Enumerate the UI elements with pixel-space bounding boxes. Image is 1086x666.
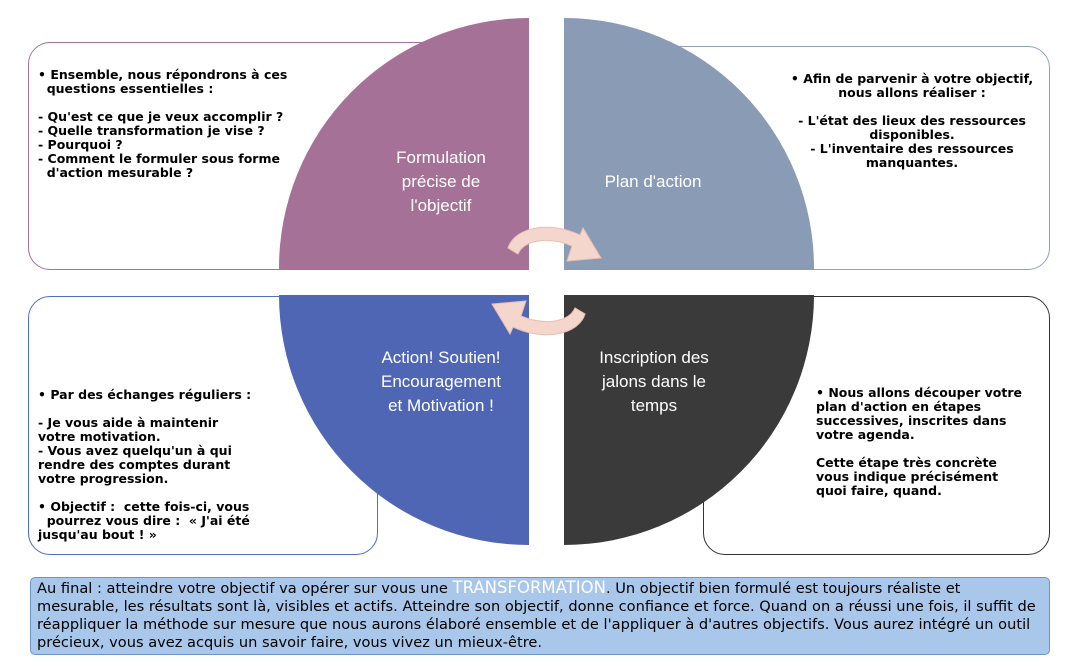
action-label-line: Encouragement xyxy=(380,372,502,391)
formulation-label-line: l'objectif xyxy=(410,196,472,215)
plan-item: - L'état des lieux des ressources xyxy=(798,113,1026,128)
formulation-item: - Pourquoi ? xyxy=(38,137,123,152)
formulation-item: - Quelle transformation je vise ? xyxy=(38,123,265,138)
conclusion-banner xyxy=(30,577,1050,655)
action-objective: jusqu'au bout ! » xyxy=(38,527,157,542)
plan-item: disponibles. xyxy=(869,127,955,142)
jalons-label-line: jalons dans le xyxy=(602,372,706,391)
action-label-line: et Motivation ! xyxy=(388,396,494,415)
plan-label xyxy=(578,170,728,194)
jalons-label-line: Inscription des xyxy=(599,348,709,367)
formulation-item: - Qu'est ce que je veux accomplir ? xyxy=(38,109,284,124)
jalons-quadrant xyxy=(564,295,814,545)
jalons-intro: • Nous allons découper votre xyxy=(816,385,1022,400)
banner-text-start: Au final : atteindre votre objectif va opérer sur vous une xyxy=(37,580,453,597)
formulation-label xyxy=(366,146,516,218)
plan-label-line: Plan d'action xyxy=(604,172,702,191)
plan-item: manquantes. xyxy=(865,155,959,170)
formulation-label-line: Formulation xyxy=(396,148,486,167)
banner-highlight: TRANSFORMATION xyxy=(452,578,606,597)
jalons-intro: successives, inscrites dans xyxy=(816,413,1007,428)
action-objective: pourrez vous dire : « J'ai été xyxy=(38,513,250,528)
jalons-label xyxy=(574,346,734,418)
action-label xyxy=(356,346,526,418)
action-objective: • Objectif : cette fois-ci, vous xyxy=(38,499,250,514)
jalons-outro: quoi faire, quand. xyxy=(816,483,942,498)
action-item: - Vous avez quelqu'un à qui xyxy=(38,443,232,458)
formulation-intro: • Ensemble, nous répondrons à ces xyxy=(38,67,288,82)
banner-text-end: . Un objectif bien formulé est toujours réaliste et mesurable, les résultats sont là, visibles et actifs. Atteindre son objectif, donne confiance et force. Quand on a réussi une fois, il suffit de réappliquer la méthode sur mesure que nous aurons élaboré ensemble et de l'appliquer à d'autres objectifs. Vous aurez intégré un outil précieux, vous avez acquis un savoir faire, vous vivez un mieux-être. xyxy=(37,580,1036,651)
plan-item: - L'inventaire des ressources xyxy=(810,141,1014,156)
action-item: - Je vous aide à maintenir xyxy=(38,415,219,430)
jalons-outro: Cette étape très concrète xyxy=(816,455,997,470)
jalons-label-line: temps xyxy=(630,396,678,415)
plan-intro-2: nous allons réaliser : xyxy=(838,85,986,100)
formulation-intro-2: questions essentielles : xyxy=(38,81,214,96)
formulation-quadrant xyxy=(279,18,529,270)
action-item: votre progression. xyxy=(38,471,169,486)
action-quadrant xyxy=(279,295,529,545)
jalons-outro: vous indique précisément xyxy=(816,469,999,484)
jalons-intro: plan d'action en étapes xyxy=(816,399,982,414)
formulation-label-line: précise de xyxy=(401,172,481,191)
action-item: votre motivation. xyxy=(38,429,161,444)
formulation-item: d'action mesurable ? xyxy=(38,165,194,180)
action-item: rendre des comptes durant xyxy=(38,457,231,472)
jalons-intro: votre agenda. xyxy=(816,427,915,442)
action-label-line: Action! Soutien! xyxy=(381,348,501,367)
plan-intro: • Afin de parvenir à votre objectif, xyxy=(790,71,1034,86)
plan-quadrant xyxy=(564,18,814,270)
action-intro: • Par des échanges réguliers : xyxy=(38,387,252,402)
formulation-item: - Comment le formuler sous forme xyxy=(38,151,280,166)
